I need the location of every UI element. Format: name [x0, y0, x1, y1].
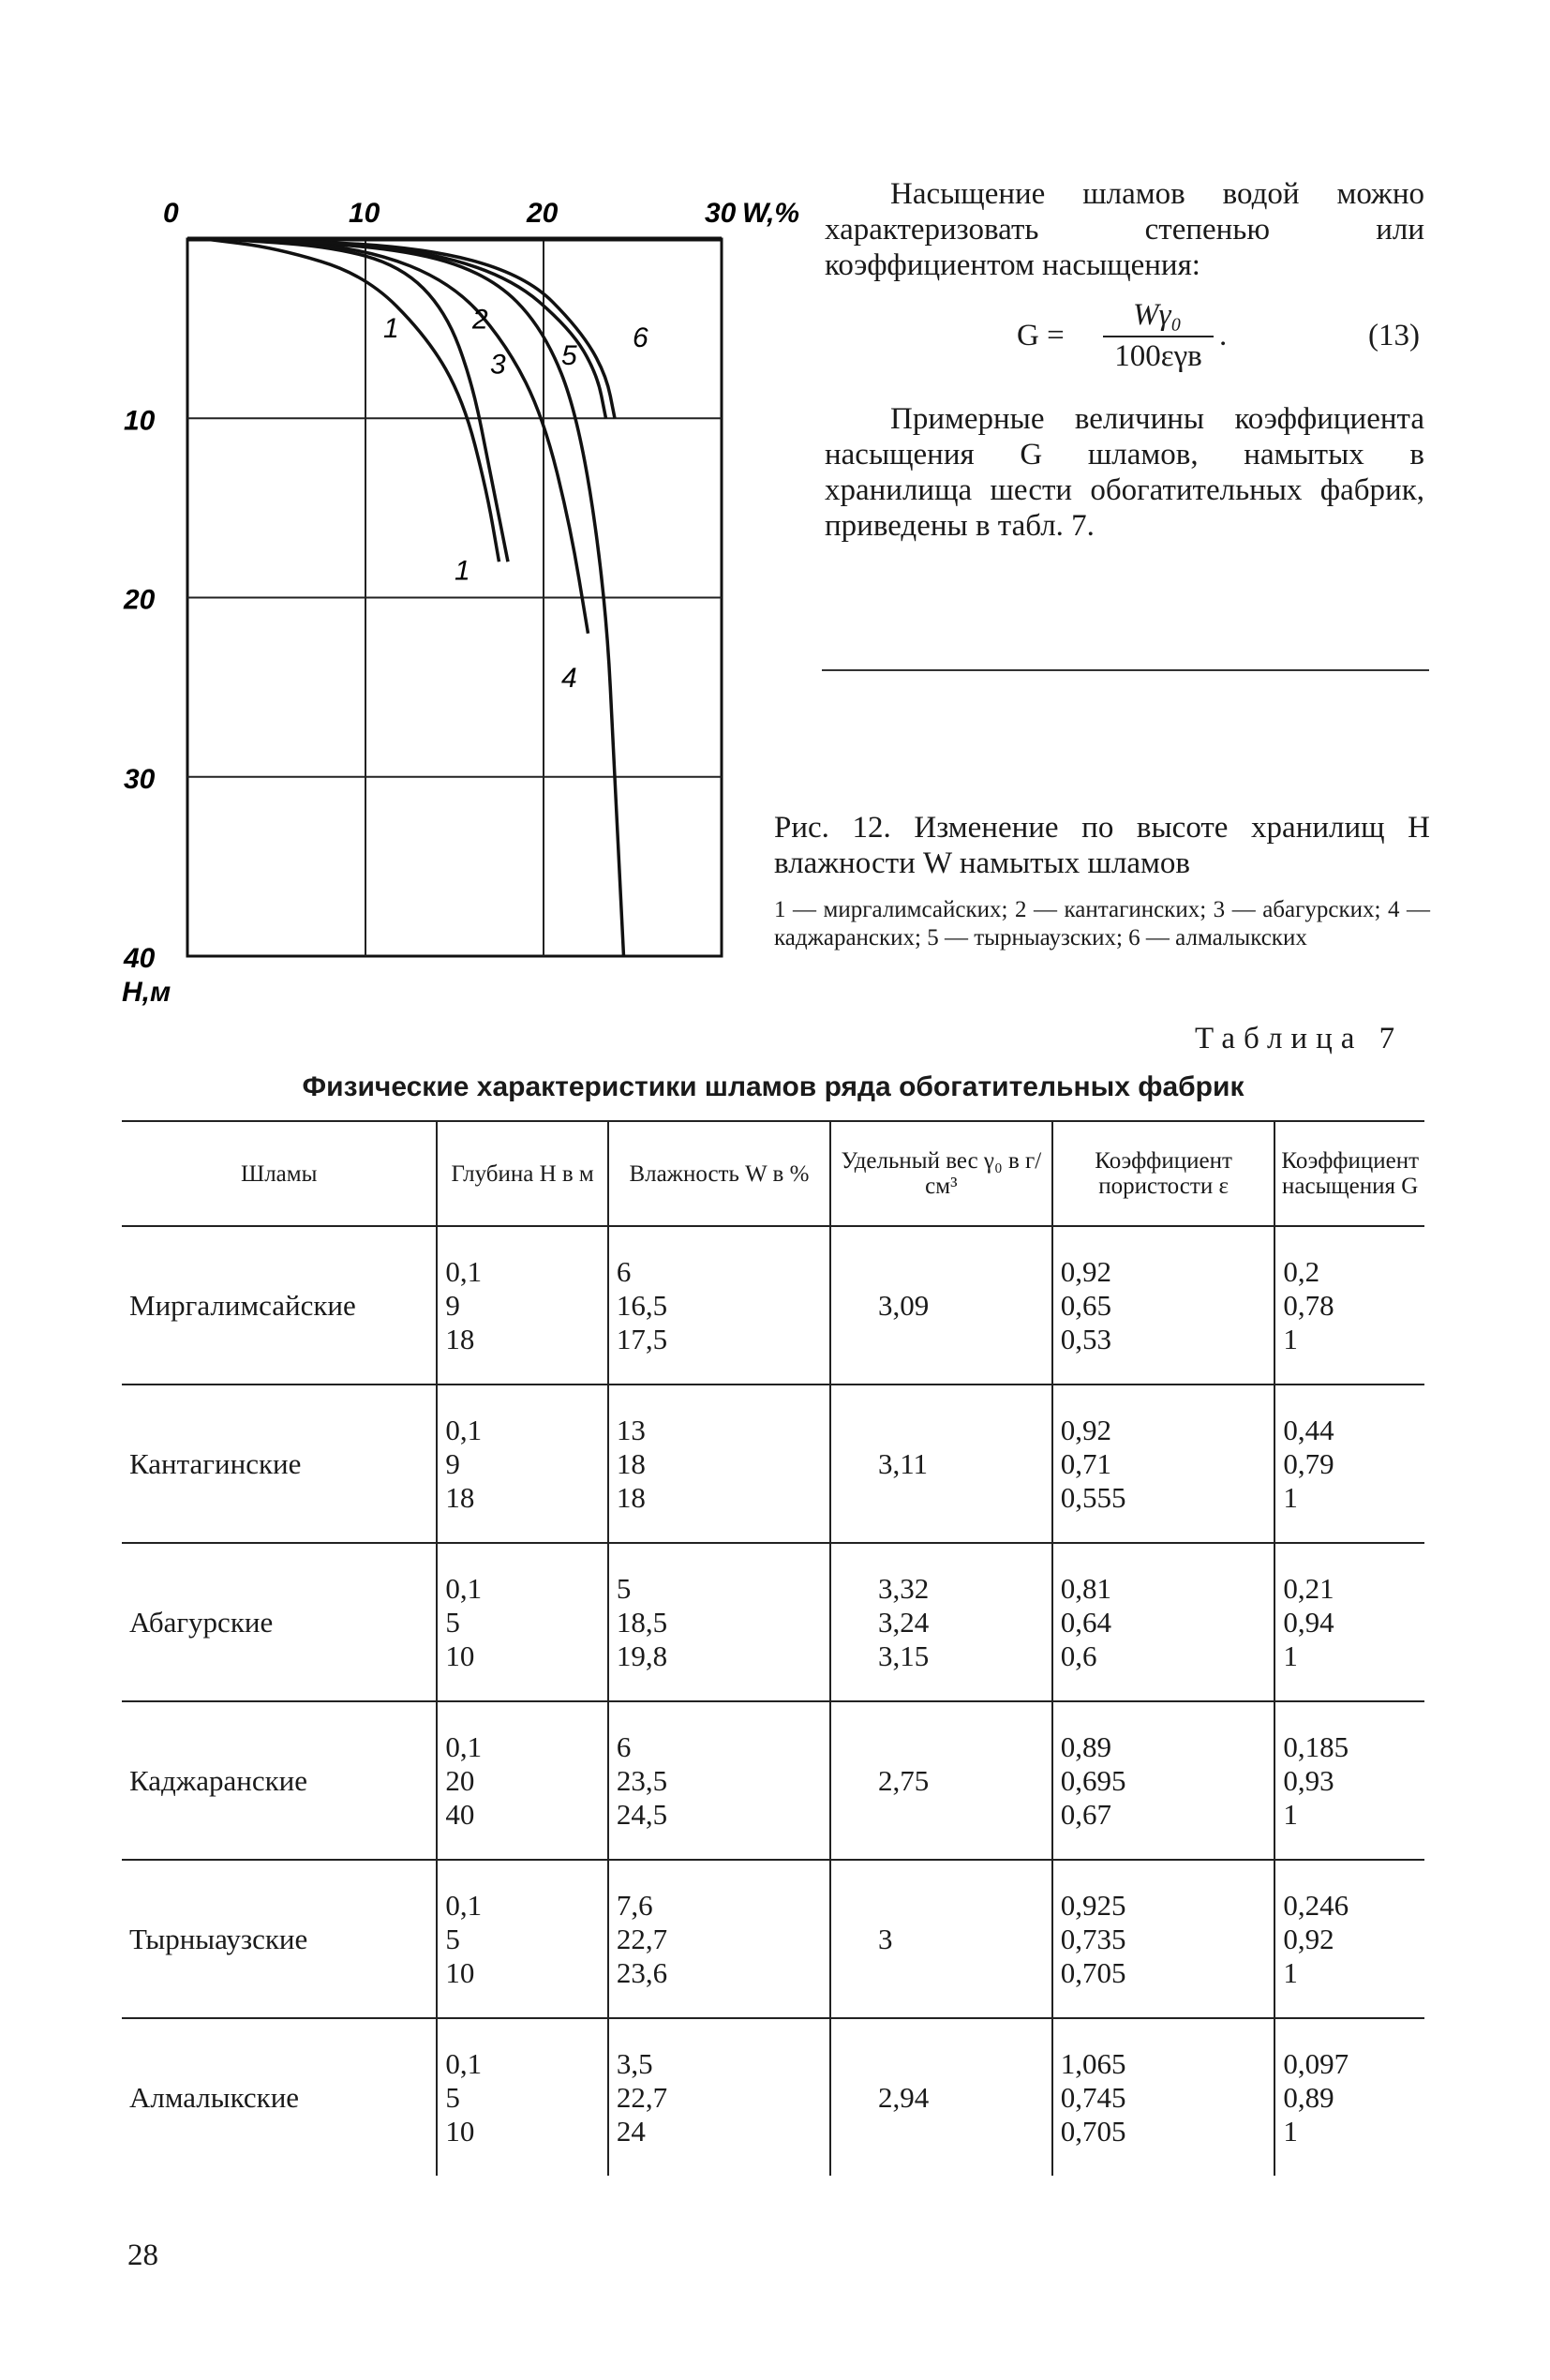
table-cell-values: 0,21 0,94 1	[1283, 1571, 1334, 1672]
table-cell-values: 6 23,5 24,5	[616, 1729, 668, 1831]
table-cell-moisture	[608, 1860, 830, 2018]
table-cell-values: 0,1 5 10	[445, 1888, 483, 1989]
table-cell-values: 3,09	[877, 1288, 930, 1322]
table-cell-depth	[437, 1226, 608, 1385]
x-axis-unit: W,%	[742, 198, 800, 229]
curve-label-2: 2	[472, 304, 488, 336]
table-cell-values: 0,925 0,735 0,705	[1060, 1888, 1126, 1989]
table-cell-name: Тырныаузские	[122, 1860, 437, 2018]
curve-1	[205, 239, 499, 561]
table-cell-porosity	[1052, 1385, 1275, 1543]
table-row	[122, 1860, 1424, 2018]
col-header-moisture: Влажность W в %	[608, 1121, 830, 1226]
y-axis-unit: H,м	[122, 977, 171, 1008]
table-cell-saturation	[1274, 1226, 1424, 1385]
table-cell-saturation	[1274, 2018, 1424, 2176]
moisture-depth-chart	[122, 178, 800, 1022]
table-cell-name: Абагурские	[122, 1543, 437, 1701]
table-cell-values: 0,1 9 18	[445, 1413, 483, 1514]
table-cell-porosity	[1052, 1226, 1275, 1385]
figure-legend: 1 — миргалимсайских; 2 — кантагинских; 3 — абагурских; 4 — каджаранских; 5 — тырныаузских; 6 — алмалыкских	[774, 897, 1430, 951]
y-tick-label: 30	[124, 763, 156, 795]
table-cell-values: 0,246 0,92 1	[1283, 1888, 1349, 1989]
table-row	[122, 1543, 1424, 1701]
table-row	[122, 1701, 1424, 1860]
separator-line	[822, 669, 1429, 671]
y-tick-label: 40	[124, 943, 156, 974]
curve-5	[241, 239, 606, 418]
curve-label-3: 3	[490, 349, 506, 381]
table-cell-values: 0,92 0,65 0,53	[1060, 1254, 1112, 1355]
table-cell-values: 0,1 5 10	[445, 1571, 483, 1672]
col-header-saturation: Коэффициент насыщения G	[1274, 1121, 1424, 1226]
table-cell-values: 1,065 0,745 0,705	[1060, 2046, 1126, 2148]
characteristics-table	[122, 1120, 1424, 2176]
table-cell-weight	[830, 1860, 1052, 2018]
table-cell-values: 3,11	[877, 1446, 929, 1480]
col-header-porosity: Коэффициент пористости ε	[1052, 1121, 1275, 1226]
table-cell-name: Алмалыкские	[122, 2018, 437, 2176]
curve-label-1: 1	[383, 313, 399, 345]
table-cell-weight	[830, 1701, 1052, 1860]
x-tick-label: 20	[527, 198, 559, 229]
table-cell-values: 2,75	[877, 1763, 930, 1797]
curve-6	[241, 239, 615, 418]
table-row	[122, 1385, 1424, 1543]
table-cell-values: 0,1 9 18	[445, 1254, 483, 1355]
table-cell-depth	[437, 2018, 608, 2176]
table-cell-moisture	[608, 1226, 830, 1385]
table-cell-saturation	[1274, 1543, 1424, 1701]
table-cell-values: 0,1 5 10	[445, 2046, 483, 2148]
curve-label-4: 4	[561, 663, 577, 695]
table-cell-values: 0,097 0,89 1	[1283, 2046, 1349, 2148]
table-cell-depth	[437, 1385, 608, 1543]
table-row	[122, 1226, 1424, 1385]
table-label: Таблица 7	[1195, 1022, 1404, 1055]
table-cell-values: 0,81 0,64 0,6	[1060, 1571, 1112, 1672]
table-cell-weight	[830, 1543, 1052, 1701]
curve-label-1: 1	[455, 555, 470, 587]
table-cell-weight	[830, 2018, 1052, 2176]
table-cell-values: 3,5 22,7 24	[616, 2046, 668, 2148]
figure-caption: Рис. 12. Изменение по высоте хранилищ H влажности W намытых шламов	[774, 811, 1430, 880]
table-cell-moisture	[608, 1543, 830, 1701]
table-cell-values: 0,1 20 40	[445, 1729, 483, 1831]
table-cell-saturation	[1274, 1701, 1424, 1860]
table-cell-values: 3	[877, 1922, 893, 1955]
x-tick-label: 10	[349, 198, 380, 229]
table-cell-moisture	[608, 1385, 830, 1543]
curve-label-6: 6	[633, 322, 648, 353]
intro-paragraph: Насыщение шламов водой можно характеризовать степенью или коэффициентом насыщения:	[825, 177, 1424, 282]
table-cell-porosity	[1052, 1701, 1275, 1860]
table-cell-values: 0,44 0,79 1	[1283, 1413, 1334, 1514]
table-cell-moisture	[608, 1701, 830, 1860]
y-tick-label: 10	[124, 405, 156, 437]
table-row	[122, 2018, 1424, 2176]
table-cell-saturation	[1274, 1860, 1424, 2018]
y-tick-label: 20	[124, 584, 156, 616]
table-cell-values: 0,185 0,93 1	[1283, 1729, 1349, 1831]
table-header-row	[122, 1121, 1424, 1226]
col-header-sludge: Шламы	[122, 1121, 437, 1226]
table-cell-values: 3,32 3,24 3,15	[877, 1571, 930, 1672]
table-cell-values: 0,89 0,695 0,67	[1060, 1729, 1126, 1831]
table-cell-porosity	[1052, 1860, 1275, 2018]
table-cell-porosity	[1052, 1543, 1275, 1701]
table-cell-weight	[830, 1226, 1052, 1385]
table-cell-name: Миргалимсайские	[122, 1226, 437, 1385]
table-cell-values: 6 16,5 17,5	[616, 1254, 668, 1355]
table-cell-name: Кантагинские	[122, 1385, 437, 1543]
page-number: 28	[127, 2238, 158, 2272]
table-cell-weight	[830, 1385, 1052, 1543]
table-cell-porosity	[1052, 2018, 1275, 2176]
formula-13: G = Wγ₀ 100εγв . (13)	[1017, 298, 1420, 373]
x-tick-label: 0	[163, 198, 179, 229]
table-cell-moisture	[608, 2018, 830, 2176]
table-cell-values: 2,94	[877, 2080, 930, 2114]
table-cell-values: 0,92 0,71 0,555	[1060, 1413, 1126, 1514]
x-tick-label: 30	[705, 198, 737, 229]
table-title: Физические характеристики шламов ряда обогатительных фабрик	[302, 1071, 1244, 1102]
table-cell-values: 0,2 0,78 1	[1283, 1254, 1334, 1355]
col-header-depth: Глубина H в м	[437, 1121, 608, 1226]
table-cell-depth	[437, 1860, 608, 2018]
table-cell-depth	[437, 1701, 608, 1860]
table-cell-saturation	[1274, 1385, 1424, 1543]
table-cell-values: 7,6 22,7 23,6	[616, 1888, 668, 1989]
table-cell-depth	[437, 1543, 608, 1701]
curve-label-5: 5	[561, 339, 577, 371]
col-header-weight: Удельный вес γ₀ в г/см³	[830, 1121, 1052, 1226]
paragraph-2: Примерные величины коэффициента насыщения G шламов, намытых в хранилища шести обогатительных фабрик, приведены в табл. 7.	[825, 402, 1424, 543]
table-cell-name: Каджаранские	[122, 1701, 437, 1860]
table-cell-values: 5 18,5 19,8	[616, 1571, 668, 1672]
table-cell-values: 13 18 18	[616, 1413, 646, 1514]
